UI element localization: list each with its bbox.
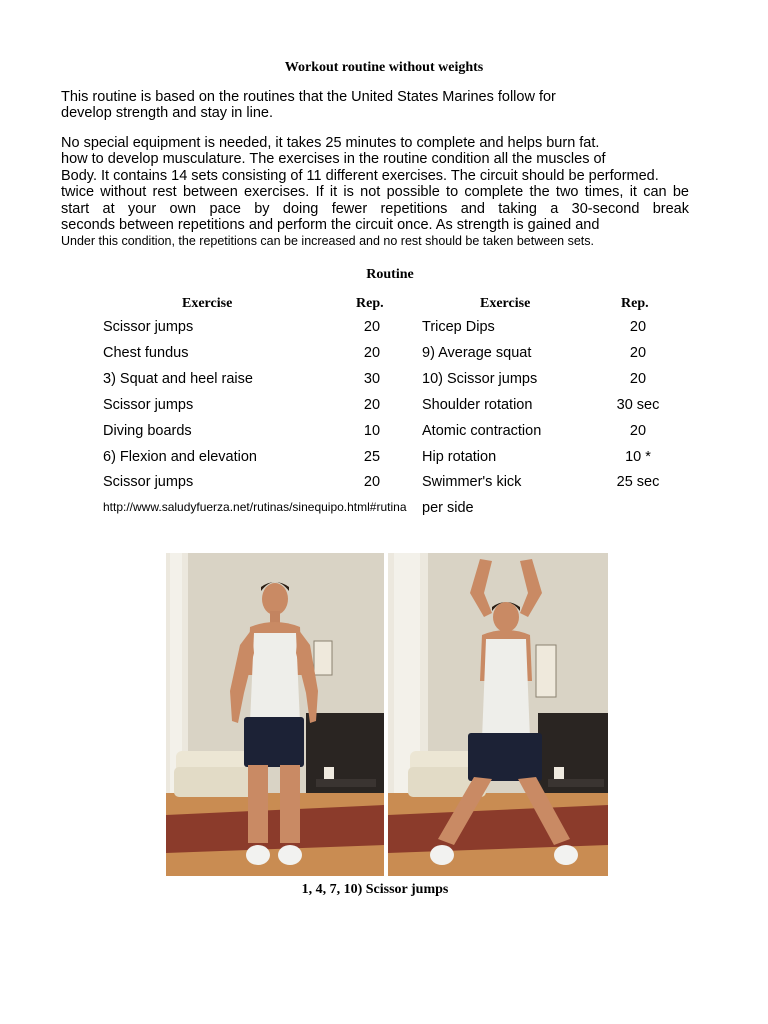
- header-exercise-right: Exercise: [480, 296, 531, 311]
- exercise-cell: Hip rotation: [422, 449, 497, 465]
- rep-cell: 20: [363, 319, 381, 335]
- rep-cell: 20: [629, 423, 647, 439]
- source-link[interactable]: http://www.saludyfuerza.net/rutinas/sinequipo.html#rutina: [103, 500, 407, 514]
- exercise-cell: Chest fundus: [103, 345, 189, 361]
- exercise-cell: Scissor jumps: [103, 474, 194, 490]
- exercise-cell: Shoulder rotation: [422, 397, 533, 413]
- rep-cell: 30: [363, 371, 381, 387]
- exercise-cell: Atomic contraction: [422, 423, 542, 439]
- header-rep-left: Rep.: [356, 296, 384, 311]
- exercise-cell: Swimmer's kick: [422, 474, 522, 490]
- intro-line: This routine is based on the routines that the United States Marines follow for: [61, 89, 556, 105]
- exercise-cell: Diving boards: [103, 423, 192, 439]
- header-rep-right: Rep.: [621, 296, 649, 311]
- exercise-cell: Scissor jumps: [103, 319, 194, 335]
- rep-cell: 25 sec: [616, 474, 660, 490]
- body-line: start at your own pace by doing fewer repetitions and taking a 30-second break: [61, 200, 689, 217]
- per-side-note: per side: [422, 500, 474, 516]
- intro-line: develop strength and stay in line.: [61, 105, 273, 122]
- rep-cell: 20: [363, 397, 381, 413]
- exercise-cell: 3) Squat and heel raise: [103, 371, 253, 387]
- photo-jump-position: [388, 553, 608, 876]
- rep-cell: 30 sec: [616, 397, 660, 413]
- body-line: Body. It contains 14 sets consisting of 11 different exercises. The circuit should be performed.: [61, 167, 659, 184]
- body-note: Under this condition, the repetitions can be increased and no rest should be taken between sets.: [61, 234, 594, 249]
- rep-cell: 20: [363, 345, 381, 361]
- rep-cell: 10 *: [625, 449, 651, 465]
- body-line: seconds between repetitions and perform the circuit once. As strength is gained and: [61, 217, 600, 234]
- intro-paragraph: [61, 89, 689, 122]
- routine-title: Routine: [366, 267, 414, 282]
- rep-cell: 20: [629, 319, 647, 335]
- exercise-cell: 6) Flexion and elevation: [103, 449, 257, 465]
- body-paragraph: [61, 135, 689, 250]
- body-line: how to develop musculature. The exercises in the routine condition all the muscles of: [61, 151, 606, 168]
- exercise-photo: [166, 553, 608, 876]
- header-exercise-left: Exercise: [182, 296, 233, 311]
- rep-cell: 25: [363, 449, 381, 465]
- photo-start-position: [166, 553, 384, 876]
- document-title: Workout routine without weights: [284, 60, 484, 75]
- body-line: No special equipment is needed, it takes 25 minutes to complete and helps burn fat.: [61, 135, 600, 151]
- exercise-cell: Tricep Dips: [422, 319, 495, 335]
- rep-cell: 20: [629, 345, 647, 361]
- figure-caption: 1, 4, 7, 10) Scissor jumps: [301, 882, 449, 897]
- exercise-cell: 9) Average squat: [422, 345, 532, 361]
- rep-cell: 10: [363, 423, 381, 439]
- rep-cell: 20: [629, 371, 647, 387]
- exercise-cell: 10) Scissor jumps: [422, 371, 538, 387]
- body-line: twice without rest between exercises. If it is not possible to complete the two times, it can be: [61, 184, 689, 201]
- rep-cell: 20: [363, 474, 381, 490]
- exercise-cell: Scissor jumps: [103, 397, 194, 413]
